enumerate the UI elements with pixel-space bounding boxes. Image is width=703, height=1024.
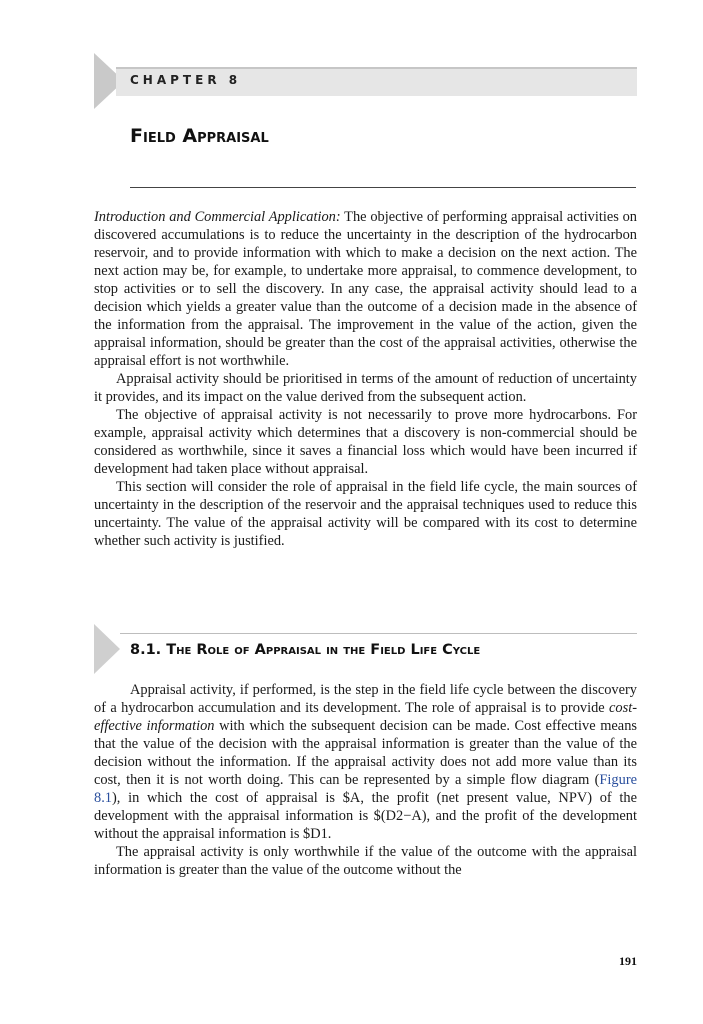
page-number: 191 — [619, 954, 637, 968]
section-text — [94, 681, 637, 879]
intro-paragraph-4: This section will consider the role of appraisal in the field life cycle, the main sources of uncertainty in the description of the reservoir and the appraisal techniques used to reduce this uncertainty. The value of the appraisal activity will be compared with its cost to determine whether such activity is justified. — [94, 479, 637, 549]
section-paragraph-1-b: with which the subsequent decision can be made. Cost effective means that the value of the decision with the appraisal information is greater than the value of the decision without the information. If the appraisal activity does not add more value than its cost, then it is not worth doing. This can be represented by a simple flow diagram ( — [94, 718, 637, 788]
intro-paragraph-1 — [94, 208, 637, 370]
intro-paragraph-2: Appraisal activity should be prioritised in terms of the amount of reduction of uncertainty it provides, and its impact on the value derived from the subsequent action. — [94, 371, 637, 405]
cost-effective-term: cost-effective information — [94, 700, 637, 734]
section-paragraph-1-c: ), in which the cost of appraisal is $A, the profit (net present value, NPV) of the development with the appraisal information is $(D2−A), and the profit of the development without the appraisal information is $D1. — [94, 790, 637, 842]
section-title: 8.1. The Role of Appraisal in the Field Life Cycle — [130, 642, 481, 658]
intro-lead: Introduction and Commercial Application: — [94, 209, 341, 225]
introduction-text — [94, 208, 637, 550]
section-paragraph-1-a: Appraisal activity, if performed, is the step in the field life cycle between the discovery of a hydrocarbon accumulation and its development. The role of appraisal is to provide — [94, 682, 637, 716]
section-paragraph-2: The appraisal activity is only worthwhile if the value of the outcome with the appraisal information is greater than the value of the outcome without the — [94, 844, 637, 878]
title-divider — [130, 187, 636, 188]
section-rule — [120, 633, 637, 634]
chapter-title: Field Appraisal — [130, 125, 269, 147]
figure-8-1-link[interactable]: Figure 8.1 — [94, 772, 637, 806]
intro-paragraph-1-text: The objective of performing appraisal activities on discovered accumulations is to reduce the uncertainty in the description of the hydrocarbon reservoir, and to provide information with which to make a decision on the next action. The next action may be, for example, to undertake more appraisal, to commence development, to stop activities or to sell the discovery. In any case, the appraisal activity should lead to a decision which yields a greater value than the outcome of a decision made in the absence of the information from the appraisal. The improvement in the value of the action, given the appraisal information, should be greater than the cost of the appraisal activities, otherwise the appraisal effort is not worthwhile. — [94, 209, 637, 369]
intro-paragraph-3: The objective of appraisal activity is not necessarily to prove more hydrocarbons. For example, appraisal activity which determines that a discovery is non-commercial should be considered as worthwhile, since it saves a financial loss which would have been incurred if development had taken place without appraisal. — [94, 407, 637, 477]
chapter-label: CHAPTER 8 — [130, 73, 242, 87]
section-arrow-marker — [94, 624, 120, 674]
section-paragraph-1 — [94, 681, 637, 843]
